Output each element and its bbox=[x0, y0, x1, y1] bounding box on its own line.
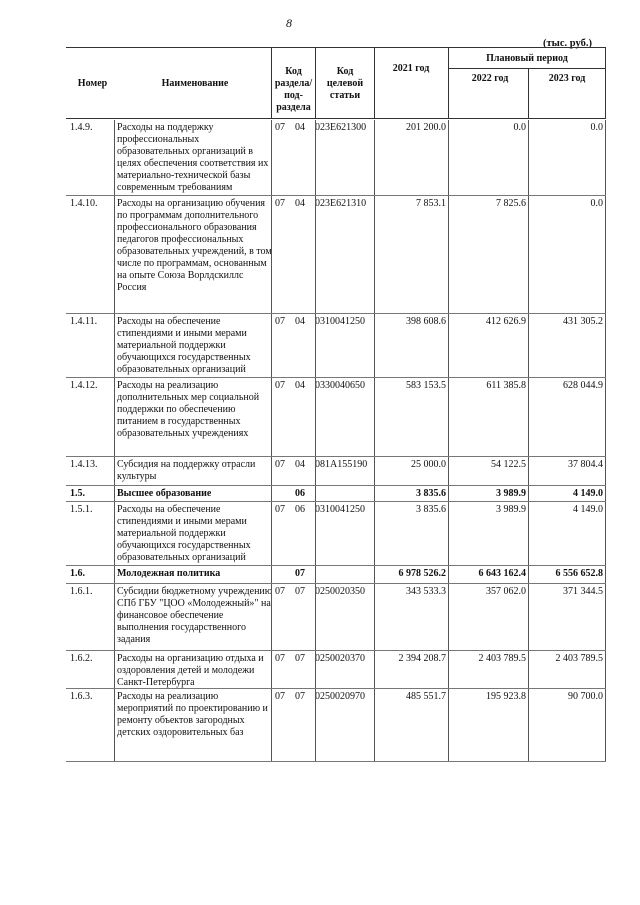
row-2021: 343 533.3 bbox=[406, 586, 446, 597]
row-podrazdel: 07 bbox=[295, 691, 305, 702]
column-divider bbox=[448, 120, 449, 195]
column-divider bbox=[448, 502, 449, 565]
row-number: 1.6. bbox=[70, 568, 85, 579]
column-divider bbox=[114, 378, 115, 456]
row-2022: 6 643 162.4 bbox=[478, 568, 526, 579]
row-2021: 7 853.1 bbox=[416, 198, 446, 209]
column-divider bbox=[605, 502, 606, 565]
column-divider bbox=[374, 566, 375, 583]
header-2021: 2021 год bbox=[392, 63, 430, 74]
header-name: Наименование bbox=[161, 78, 229, 89]
column-divider bbox=[271, 378, 272, 456]
column-divider bbox=[114, 502, 115, 565]
row-podrazdel: 06 bbox=[295, 504, 305, 515]
column-divider bbox=[374, 196, 375, 313]
column-divider bbox=[528, 566, 529, 583]
row-razdel: 07 bbox=[275, 691, 285, 702]
row-razdel: 07 bbox=[275, 198, 285, 209]
row-number: 1.4.11. bbox=[70, 316, 98, 327]
row-2023: 37 804.4 bbox=[568, 459, 603, 470]
column-divider bbox=[528, 651, 529, 688]
row-divider bbox=[66, 761, 606, 762]
row-name: Расходы на реализацию дополнительных мер социальной поддержки по обеспечению питанием в государственных образовательных учреждениях bbox=[117, 380, 260, 439]
column-divider bbox=[448, 486, 449, 501]
header-divider bbox=[271, 48, 272, 118]
column-divider bbox=[271, 689, 272, 761]
column-divider bbox=[315, 651, 316, 688]
row-divider bbox=[66, 565, 606, 566]
column-divider bbox=[448, 566, 449, 583]
column-divider bbox=[315, 457, 316, 485]
column-divider bbox=[374, 502, 375, 565]
row-number: 1.4.13. bbox=[70, 459, 98, 470]
column-divider bbox=[114, 486, 115, 501]
row-target-code: 0250020350 bbox=[315, 586, 365, 597]
column-divider bbox=[528, 584, 529, 650]
row-divider bbox=[66, 456, 606, 457]
row-razdel: 07 bbox=[275, 459, 285, 470]
row-podrazdel: 07 bbox=[295, 568, 305, 579]
row-razdel: 07 bbox=[275, 586, 285, 597]
row-divider bbox=[66, 583, 606, 584]
row-2021: 25 000.0 bbox=[411, 459, 446, 470]
column-divider bbox=[448, 651, 449, 688]
row-2021: 3 835.6 bbox=[416, 488, 446, 499]
column-divider bbox=[605, 457, 606, 485]
column-divider bbox=[605, 120, 606, 195]
column-divider bbox=[605, 689, 606, 761]
row-name: Молодежная политика bbox=[117, 568, 221, 579]
row-2022: 0.0 bbox=[513, 122, 526, 133]
header-top-line bbox=[66, 47, 606, 48]
row-2023: 628 044.9 bbox=[563, 380, 603, 391]
row-2023: 0.0 bbox=[590, 122, 603, 133]
column-divider bbox=[528, 689, 529, 761]
row-2023: 371 344.5 bbox=[563, 586, 603, 597]
column-divider bbox=[315, 486, 316, 501]
row-2021: 2 394 208.7 bbox=[398, 653, 446, 664]
column-divider bbox=[315, 584, 316, 650]
header-divider bbox=[528, 69, 529, 118]
row-2021: 583 153.5 bbox=[406, 380, 446, 391]
row-target-code: 023E621300 bbox=[315, 122, 367, 133]
column-divider bbox=[448, 689, 449, 761]
row-name: Субсидия на поддержку отрасли культуры bbox=[117, 459, 256, 482]
row-target-code: 0330040650 bbox=[315, 380, 365, 391]
row-divider bbox=[66, 195, 606, 196]
column-divider bbox=[605, 314, 606, 377]
row-2023: 4 149.0 bbox=[573, 504, 603, 515]
column-divider bbox=[528, 314, 529, 377]
column-divider bbox=[114, 457, 115, 485]
row-2021: 3 835.6 bbox=[416, 504, 446, 515]
row-name: Расходы на организацию отдыха и оздоровления детей и молодежи Санкт-Петербурга bbox=[117, 653, 264, 688]
row-divider bbox=[66, 377, 606, 378]
row-target-code: 0250020970 bbox=[315, 691, 365, 702]
column-divider bbox=[605, 584, 606, 650]
header-divider bbox=[374, 48, 375, 118]
column-divider bbox=[114, 651, 115, 688]
column-divider bbox=[271, 196, 272, 313]
row-podrazdel: 04 bbox=[295, 122, 305, 133]
row-name: Субсидии бюджетному учреждению СПб ГБУ "ЦОО «Молодежный»" на финансовое обеспечение выполнения государственного задания bbox=[117, 586, 273, 645]
row-2021: 485 551.7 bbox=[406, 691, 446, 702]
column-divider bbox=[374, 584, 375, 650]
row-2022: 7 825.6 bbox=[496, 198, 526, 209]
row-name: Расходы на поддержку профессиональных образовательных организаций в целях обеспечения соответствия их материально-технической базы современным требованиям bbox=[117, 122, 269, 193]
row-razdel: 07 bbox=[275, 504, 285, 515]
row-2022: 195 923.8 bbox=[486, 691, 526, 702]
column-divider bbox=[271, 486, 272, 501]
row-target-code: 023E621310 bbox=[315, 198, 367, 209]
row-2023: 431 305.2 bbox=[563, 316, 603, 327]
row-name: Расходы на организацию обучения по программам дополнительного профессионального образования педагогов профессиональных образовательных учреждений, в том числе по программам, основанным на опыте Союза Ворлдскиллс Россия bbox=[117, 198, 272, 293]
row-target-code: 081A155190 bbox=[315, 459, 368, 470]
column-divider bbox=[528, 457, 529, 485]
row-name: Высшее образование bbox=[117, 488, 212, 499]
column-divider bbox=[448, 314, 449, 377]
column-divider bbox=[528, 502, 529, 565]
row-podrazdel: 04 bbox=[295, 198, 305, 209]
header-number: Номер bbox=[77, 78, 108, 89]
row-2022: 3 989.9 bbox=[496, 504, 526, 515]
column-divider bbox=[448, 196, 449, 313]
column-divider bbox=[315, 566, 316, 583]
column-divider bbox=[605, 196, 606, 313]
row-number: 1.6.3. bbox=[70, 691, 93, 702]
row-number: 1.6.2. bbox=[70, 653, 93, 664]
column-divider bbox=[315, 196, 316, 313]
row-target-code: 0250020370 bbox=[315, 653, 365, 664]
row-number: 1.4.12. bbox=[70, 380, 98, 391]
column-divider bbox=[448, 584, 449, 650]
row-name: Расходы на реализацию мероприятий по проектированию и ремонту объектов загородных детских оздоровительных баз bbox=[117, 691, 268, 738]
column-divider bbox=[315, 314, 316, 377]
row-podrazdel: 07 bbox=[295, 586, 305, 597]
row-razdel: 07 bbox=[275, 380, 285, 391]
row-divider bbox=[66, 313, 606, 314]
row-razdel: 07 bbox=[275, 122, 285, 133]
column-divider bbox=[528, 486, 529, 501]
row-2022: 611 385.8 bbox=[486, 380, 526, 391]
page-number: 8 bbox=[286, 16, 292, 30]
column-divider bbox=[528, 120, 529, 195]
header-divider bbox=[605, 48, 606, 118]
column-divider bbox=[374, 314, 375, 377]
column-divider bbox=[271, 584, 272, 650]
column-divider bbox=[114, 196, 115, 313]
column-divider bbox=[114, 566, 115, 583]
row-number: 1.4.10. bbox=[70, 198, 98, 209]
row-podrazdel: 04 bbox=[295, 459, 305, 470]
column-divider bbox=[315, 120, 316, 195]
column-divider bbox=[605, 486, 606, 501]
header-target-code: Код целевой статьи bbox=[326, 66, 364, 101]
row-number: 1.5. bbox=[70, 488, 85, 499]
column-divider bbox=[315, 689, 316, 761]
row-razdel: 07 bbox=[275, 653, 285, 664]
row-2021: 201 200.0 bbox=[406, 122, 446, 133]
header-bottom-line bbox=[66, 118, 606, 119]
row-number: 1.6.1. bbox=[70, 586, 93, 597]
column-divider bbox=[114, 584, 115, 650]
row-2023: 4 149.0 bbox=[573, 488, 603, 499]
column-divider bbox=[271, 566, 272, 583]
column-divider bbox=[114, 689, 115, 761]
row-2022: 3 989.9 bbox=[496, 488, 526, 499]
column-divider bbox=[528, 196, 529, 313]
row-podrazdel: 07 bbox=[295, 653, 305, 664]
column-divider bbox=[315, 502, 316, 565]
column-divider bbox=[605, 378, 606, 456]
column-divider bbox=[271, 651, 272, 688]
header-planned-period: Плановый период bbox=[486, 53, 568, 64]
row-podrazdel: 06 bbox=[295, 488, 305, 499]
row-2023: 6 556 652.8 bbox=[555, 568, 603, 579]
row-number: 1.4.9. bbox=[70, 122, 93, 133]
row-2022: 357 062.0 bbox=[486, 586, 526, 597]
row-divider bbox=[66, 485, 606, 486]
column-divider bbox=[528, 378, 529, 456]
column-divider bbox=[114, 314, 115, 377]
column-divider bbox=[271, 314, 272, 377]
header-2023: 2023 год bbox=[548, 73, 586, 84]
column-divider bbox=[448, 378, 449, 456]
row-target-code: 0310041250 bbox=[315, 316, 365, 327]
row-name: Расходы на обеспечение стипендиями и иными мерами материальной поддержки обучающихся государственных образовательных организаций bbox=[117, 316, 251, 375]
row-podrazdel: 04 bbox=[295, 316, 305, 327]
column-divider bbox=[448, 457, 449, 485]
column-divider bbox=[374, 457, 375, 485]
row-target-code: 0310041250 bbox=[315, 504, 365, 515]
row-podrazdel: 04 bbox=[295, 380, 305, 391]
row-number: 1.5.1. bbox=[70, 504, 93, 515]
column-divider bbox=[374, 378, 375, 456]
column-divider bbox=[374, 120, 375, 195]
header-divider bbox=[448, 48, 449, 118]
row-divider bbox=[66, 501, 606, 502]
column-divider bbox=[315, 378, 316, 456]
column-divider bbox=[114, 120, 115, 195]
row-2021: 398 608.6 bbox=[406, 316, 446, 327]
header-section-code: Код раздела/ под- раздела bbox=[274, 66, 313, 113]
column-divider bbox=[374, 689, 375, 761]
row-2022: 2 403 789.5 bbox=[478, 653, 526, 664]
row-2023: 2 403 789.5 bbox=[555, 653, 603, 664]
column-divider bbox=[374, 486, 375, 501]
planned-period-line bbox=[448, 68, 606, 69]
row-2023: 90 700.0 bbox=[568, 691, 603, 702]
column-divider bbox=[271, 120, 272, 195]
column-divider bbox=[271, 457, 272, 485]
row-2022: 412 626.9 bbox=[486, 316, 526, 327]
header-divider bbox=[315, 48, 316, 118]
header-2022: 2022 год bbox=[471, 73, 509, 84]
column-divider bbox=[271, 502, 272, 565]
row-2021: 6 978 526.2 bbox=[398, 568, 446, 579]
row-razdel: 07 bbox=[275, 316, 285, 327]
column-divider bbox=[605, 566, 606, 583]
column-divider bbox=[374, 651, 375, 688]
row-2023: 0.0 bbox=[590, 198, 603, 209]
row-2022: 54 122.5 bbox=[491, 459, 526, 470]
row-name: Расходы на обеспечение стипендиями и иными мерами материальной поддержки обучающихся государственных образовательных организаций bbox=[117, 504, 251, 563]
unit-note: (тыс. руб.) bbox=[543, 38, 592, 49]
row-divider bbox=[66, 688, 606, 689]
row-divider bbox=[66, 650, 606, 651]
column-divider bbox=[605, 651, 606, 688]
